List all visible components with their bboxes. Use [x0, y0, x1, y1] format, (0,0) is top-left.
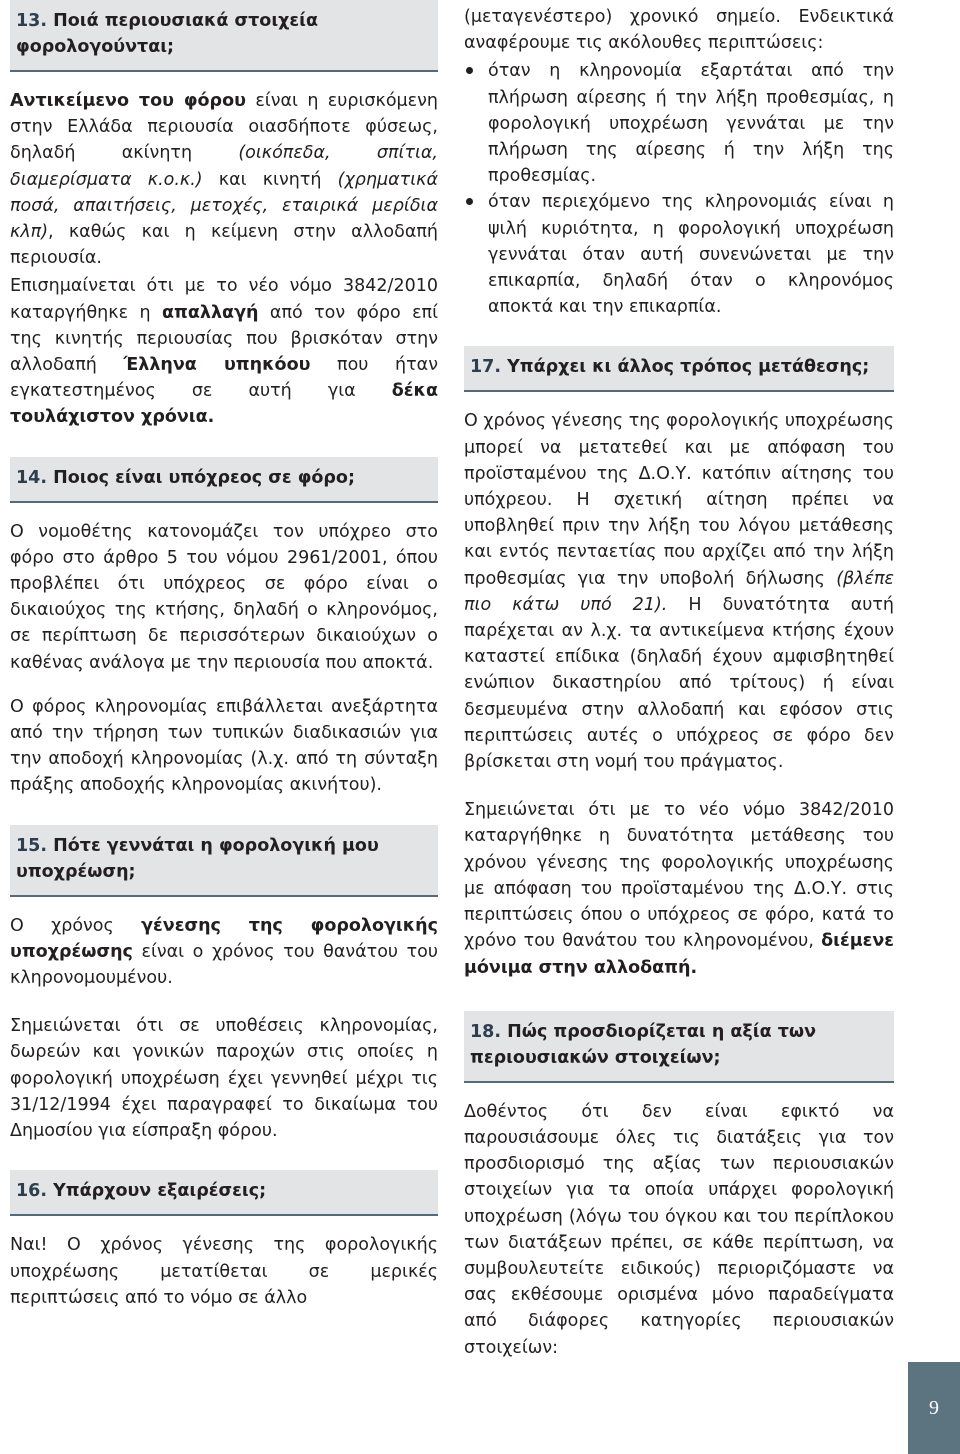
question-title: Υπάρχει κι άλλος τρόπος μετάθεσης;: [507, 357, 870, 378]
question-13-heading: [10, 0, 438, 72]
q17-paragraph-1: Ο χρόνος γένεσης της φορολογικής υποχρέωσης μπορεί να μετατεθεί και με απόφαση του προϊσταμένου της Δ.Ο.Υ. κατόπιν αίτησης του υπόχρεου. Η σχετική αίτηση πρέπει να υποβληθεί πριν την λήξη του λόγου μετάθεσης και εντός πενταετίας που αρχίζει από την λήξη προθεσμίας για την υποβολή δήλωσης (βλέπε πιο κάτω υπό 21). Η δυνατότητα αυτή παρέχεται αν λ.χ. τα αντικείμενα κτήσης έχουν καταστεί επίδικα (δηλαδή έχουν αμφισβητηθεί ενώπιον δικαστηρίου από τρίτους) ή είναι δεσμευμένα στην αλλοδαπή και εφόσον στις περιπτώσεις αυτές ο υπόχρεος σε φόρο δεν βρίσκεται στη νομή του πράγματος.: [464, 411, 894, 773]
q16-paragraph-1: Ναι! Ο χρόνος γένεσης της φορολογικής υποχρέωσης μετατίθεται σε μερικές περιπτώσεις από το νόμο σε άλλο: [10, 1235, 438, 1308]
q14-paragraph-1: Ο νομοθέτης κατονομάζει τον υπόχρεο στο φόρο στο άρθρο 5 του νόμου 2961/2001, όπου προβλέπει ότι υπόχρεος σε φόρο είναι ο δικαιούχος της κτήσης, δηλαδή ο κληρονόμος, σε περίπτωση δε περισσότερων δικαιούχων ο καθένας ανάλογα με την περιουσία που αποκτά.: [10, 521, 438, 673]
q15-paragraph-2: Σημειώνεται ότι σε υποθέσεις κληρονομίας, δωρεών και γονικών παροχών στις οποίες η φορολογική υποχρέωση έχει γεννηθεί μέχρι τις 31/12/1994 έχει παραγραφεί το δικαίωμα του Δημοσίου για είσπραξη φόρου.: [10, 1016, 438, 1142]
question-number: 15.: [16, 835, 48, 856]
page-number-badge: [908, 1362, 960, 1454]
page-number: 9: [929, 1396, 939, 1419]
question-17-heading: [464, 346, 894, 392]
question-number: 13.: [16, 11, 48, 31]
question-16-heading: [10, 1170, 438, 1216]
right-column: [464, 4, 894, 1379]
bullet-icon: [466, 198, 473, 205]
list-item: όταν η κληρονομία εξαρτάται από την πλήρωση αίρεσης ή την λήξη προθεσμίας, η φορολογική υποχρέωση γεννάται με την πλήρωση της αίρεσης ή την λήξη της προθεσμίας.: [464, 58, 894, 189]
question-title: Υπάρχουν εξαιρέσεις;: [53, 1181, 267, 1202]
question-number: 18.: [470, 1021, 502, 1042]
question-15-heading: [10, 825, 438, 897]
question-number: 17.: [470, 357, 502, 378]
q16-paragraph-continued: (μεταγενέστερο) χρονικό σημείο. Ενδεικτικά αναφέρουμε τις ακόλουθες περιπτώσεις:: [464, 7, 894, 54]
q13-paragraph-2: Επισημαίνεται ότι με το νέο νόμο 3842/2010 καταργήθηκε η απαλλαγή από τον φόρο επί της κινητής περιουσίας που βρισκόταν στην αλλοδαπή Έλληνα υπηκόου που ήταν εγκατεστημένος σε αυτή για δέκα τουλάχιστον χρόνια.: [10, 276, 438, 428]
q14-paragraph-2: Ο φόρος κληρονομίας επιβάλλεται ανεξάρτητα από την τήρηση των τυπικών διαδικασιών για την αποδοχή κληρονομίας (λ.χ. από τη σύνταξη πράξης αποδοχής κληρονομίας ακινήτου).: [10, 696, 438, 796]
question-number: 16.: [16, 1181, 48, 1202]
question-title: Πότε γεννάται η φορολογική μου υποχρέωση;: [16, 835, 379, 882]
q17-paragraph-2: Σημειώνεται ότι με το νέο νόμο 3842/2010 καταργήθηκε η δυνατότητα μετάθεσης του χρόνου γένεσης της φορολογικής υποχρέωσης με απόφαση του προϊσταμένου της Δ.Ο.Υ. στις περιπτώσεις όπου ο υπόχρεος σε φόρο, κατά το χρόνο του θανάτου του κληρονομένου, διέμενε μόνιμα στην αλλοδαπή.: [464, 800, 894, 978]
question-number: 14.: [16, 467, 48, 488]
left-column: [10, 0, 438, 1329]
q18-paragraph-1: Δοθέντος ότι δεν είναι εφικτό να παρουσιάσουμε όλες τις διατάξεις για τον προσδιορισμό της αξίας των περιουσιακών στοιχείων για τα οποία υπάρχει φορολογική υποχρέωση (λόγω του όγκου και του περίπλοκου των διατάξεων πρέπει, σε κάθε περίπτωση, να συμβουλευτείτε ειδικούς) περιοριζόμαστε να σας εκθέσουμε ορισμένα μόνο παραδείγματα από διάφορες κατηγορίες περιουσιακών στοιχείων:: [464, 1101, 894, 1358]
question-title: Ποιος είναι υπόχρεος σε φόρο;: [53, 467, 355, 488]
question-14-heading: [10, 457, 438, 503]
q16-bullet-list: [464, 58, 894, 320]
bullet-icon: [466, 67, 473, 74]
question-title: Ποιά περιουσιακά στοιχεία φορολογούνται;: [16, 11, 319, 57]
question-title: Πώς προσδιορίζεται η αξία των περιουσιακών στοιχείων;: [470, 1021, 816, 1068]
q15-paragraph-1: Ο χρόνος γένεσης της φορολογικής υποχρέωσης είναι ο χρόνος του θανάτου του κληρονομουμένου.: [10, 915, 438, 989]
q13-paragraph-1: Αντικείμενο του φόρου είναι η ευρισκόμενη στην Ελλάδα περιουσία οιασδήποτε φύσεως, δηλαδή ακίνητη (οικόπεδα, σπίτια, διαμερίσματα κ.ο.κ.) και κινητή (χρηματικά ποσά, απαιτήσεις, μετοχές, εταιρικά μερίδια κλπ), καθώς και η κείμενη στην αλλοδαπή περιουσία.: [10, 91, 438, 269]
list-item: όταν περιεχόμενο της κληρονομιάς είναι η ψιλή κυριότητα, η φορολογική υποχρέωση γεννάται όταν αυτή συνενώνεται με την επικαρπία, δηλαδή όταν ο κληρονόμος αποκτά και την επικαρπία.: [464, 189, 894, 320]
question-18-heading: [464, 1011, 894, 1083]
